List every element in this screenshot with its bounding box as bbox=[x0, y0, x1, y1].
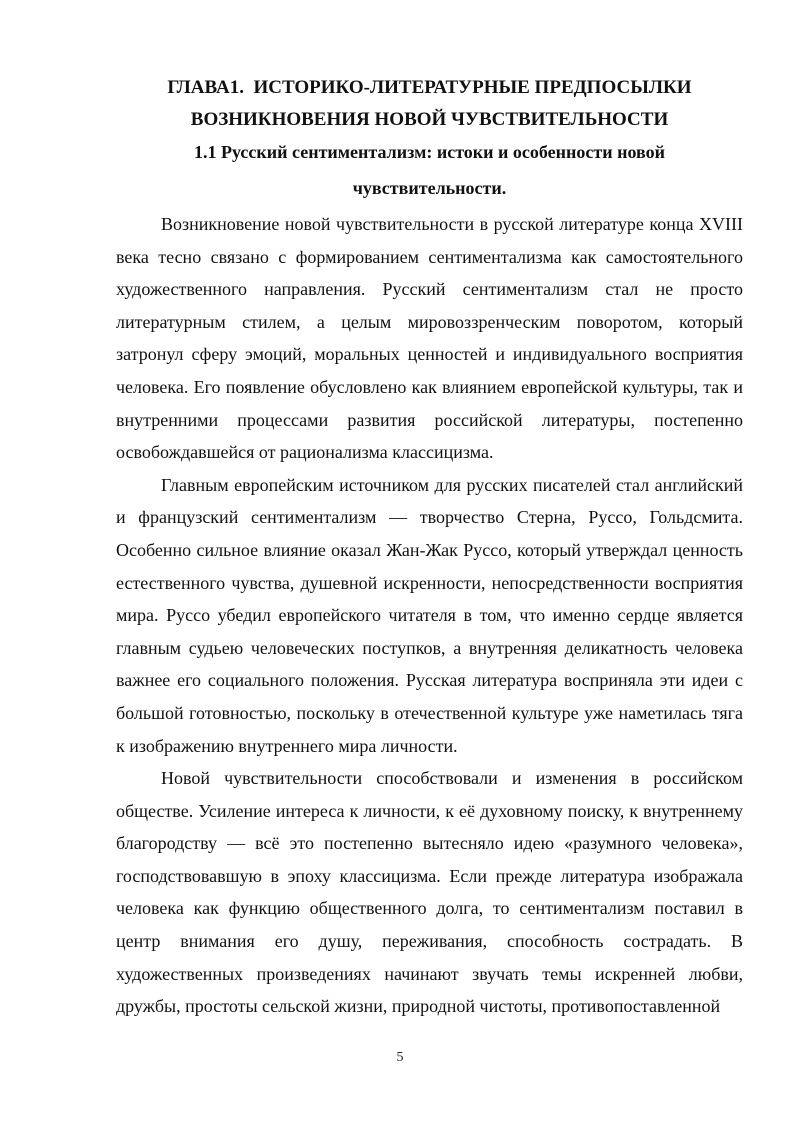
paragraph: Возникновение новой чувствительности в русской литературе конца XVIII века тесно связано с формированием сентиментализма как самостоятельного художественного направления. Русский сентиментализм стал не просто литературным стилем, а целым мировоззренческим поворотом, который затронул сферу эмоций, моральных ценностей и индивидуального восприятия человека. Его появление обусловлено как влиянием европейской культуры, так и внутренними процессами развития российской литературы, постепенно освобождавшейся от рационализма классицизма. bbox=[116, 214, 743, 463]
chapter-title-line-1: ГЛАВА1. ИСТОРИКО-ЛИТЕРАТУРНЫЕ ПРЕДПОСЫЛКИ bbox=[167, 77, 692, 98]
paragraph: Новой чувствительности способствовали и изменения в российском обществе. Усиление интереса к личности, к её духовному поиску, к внутреннему благородству — всё это постепенно вытесняло идею «разумного человека», господствовавшую в эпоху классицизма. Если прежде литература изображала человека как функцию общественного долга, то сентиментализм поставил в центр внимания его душу, переживания, способность сострадать. В художественных произведениях начинают звучать темы искренней любви, дружбы, простоты сельской жизни, природной чистоты, противопоставленной bbox=[116, 768, 743, 1017]
page-number: 5 bbox=[396, 1050, 404, 1065]
chapter-title-line-2: ВОЗНИКНОВЕНИЯ НОВОЙ ЧУВСТВИТЕЛЬНОСТИ bbox=[190, 109, 669, 130]
section-title-line-2: чувствительности. bbox=[352, 178, 507, 198]
page-content bbox=[116, 72, 743, 1023]
section-title-line-1: 1.1 Русский сентиментализм: истоки и особенности новой bbox=[193, 142, 665, 162]
paragraph: Главным европейским источником для русских писателей стал английский и французский сентиментализм — творчество Стерна, Руссо, Гольдсмита. Особенно сильное влияние оказал Жан-Жак Руссо, который утверждал ценность естественного чувства, душевной искренности, непосредственности восприятия мира. Руссо убедил европейского читателя в том, что именно сердце является главным судьею человеческих поступков, а внутренняя деликатность человека важнее его социального положения. Русская литература восприняла эти идеи с большой готовностью, поскольку в отечественной культуре уже наметилась тяга к изображению внутреннего мира личности. bbox=[116, 474, 743, 756]
